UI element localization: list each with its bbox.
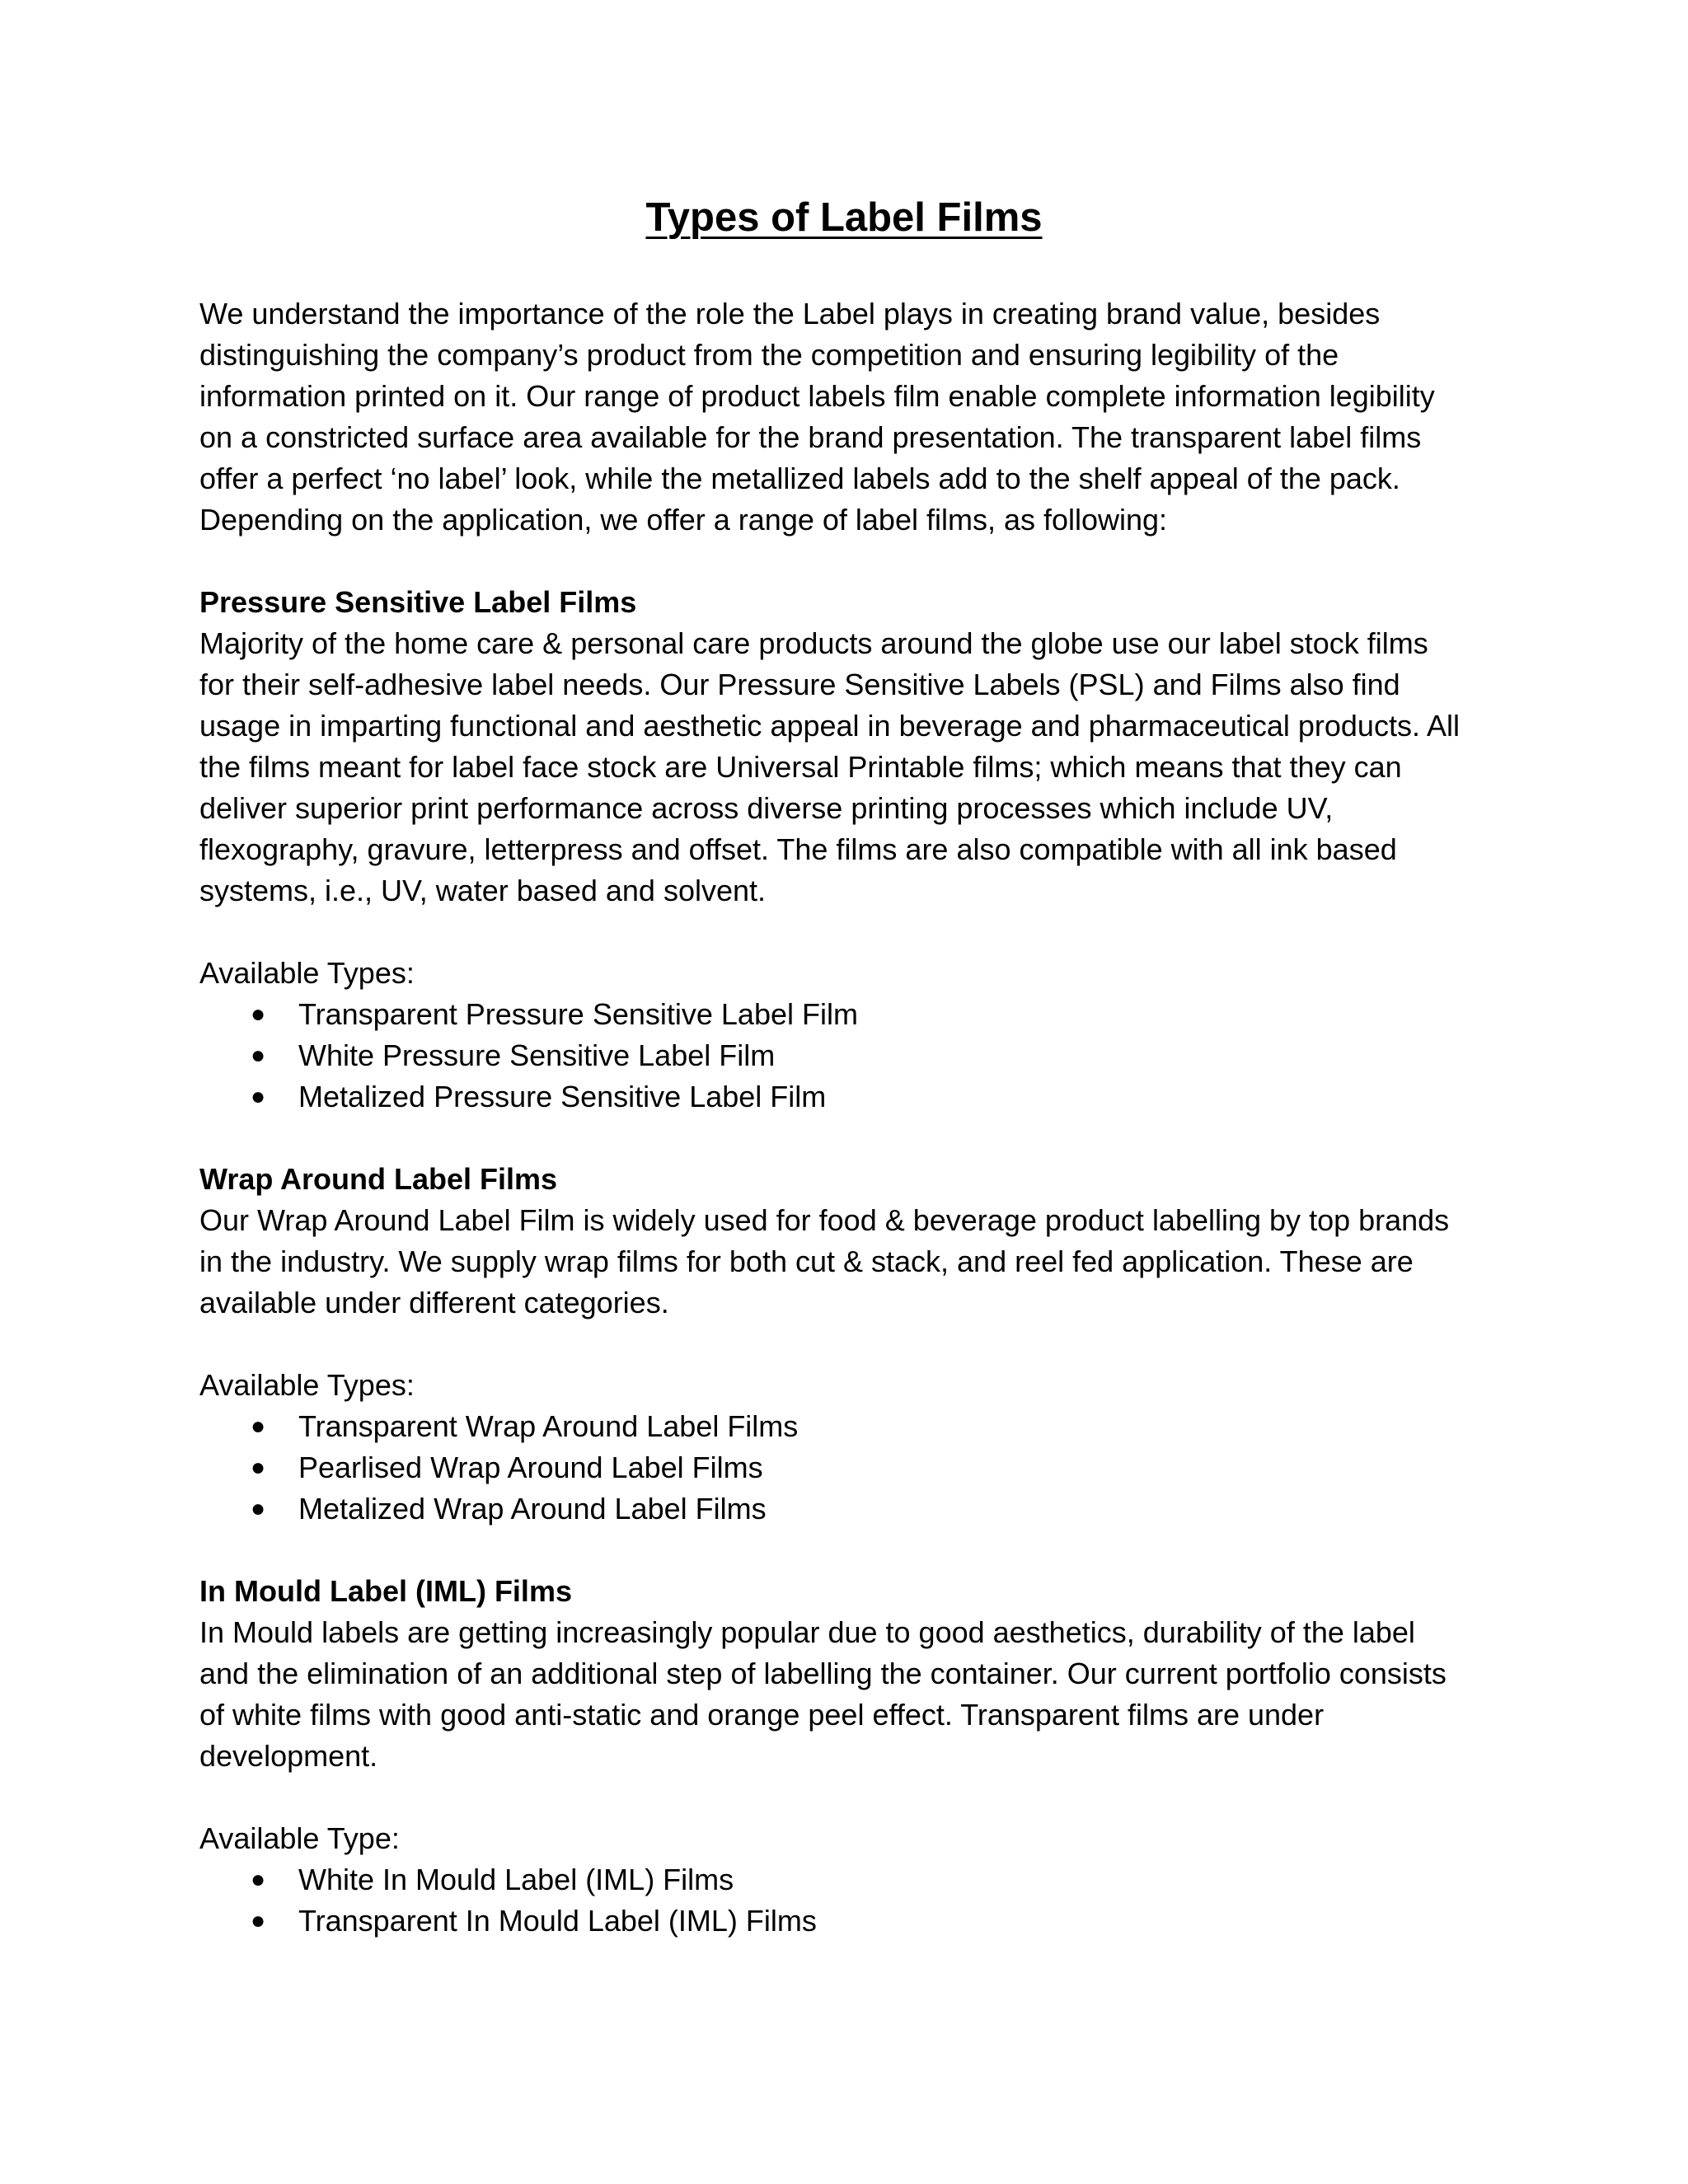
bullet-icon: ● <box>251 1413 266 1440</box>
section-wrap-around <box>199 1159 1502 1530</box>
bullet-icon: ● <box>251 1495 266 1522</box>
section-heading: Pressure Sensitive Label Films <box>199 585 637 619</box>
list-item <box>199 1488 1502 1530</box>
spacer <box>199 1777 1502 1818</box>
spacer <box>199 1118 1502 1159</box>
bullet-icon: ● <box>251 1001 266 1028</box>
bullet-icon: ● <box>251 1866 266 1893</box>
list-item <box>199 1076 1502 1118</box>
bullet-icon: ● <box>251 1454 266 1481</box>
section-in-mould <box>199 1571 1502 1942</box>
section-pressure-sensitive <box>199 582 1502 1118</box>
available-types-label: Available Type: <box>199 1821 400 1855</box>
spacer <box>199 1530 1502 1571</box>
list-item <box>199 1900 1502 1942</box>
section-paragraph: In Mould labels are getting increasingly popular due to good aesthetics, durability of the label and the elimination of an additional step of labelling the container. Our current portfolio consists of white films with good anti-static and orange peel effect. Transparent films are under development. <box>199 1615 1447 1773</box>
list-item-text: Metalized Wrap Around Label Films <box>298 1492 767 1526</box>
available-types-label: Available Types: <box>199 1368 415 1402</box>
list-item-text: White In Mould Label (IML) Films <box>298 1863 734 1896</box>
types-list <box>199 1859 1502 1942</box>
document-body <box>199 293 1502 1942</box>
list-item <box>199 994 1502 1035</box>
page-title: Types of Label Films <box>645 195 1043 240</box>
available-types-label: Available Types: <box>199 956 415 990</box>
bullet-icon: ● <box>251 1042 266 1069</box>
list-item-text: Pearlised Wrap Around Label Films <box>298 1451 763 1484</box>
types-list <box>199 1406 1502 1530</box>
types-list <box>199 994 1502 1118</box>
list-item-text: White Pressure Sensitive Label Film <box>298 1038 776 1072</box>
list-item <box>199 1035 1502 1076</box>
list-item-text: Transparent Pressure Sensitive Label Film <box>298 997 858 1031</box>
list-item-text: Transparent Wrap Around Label Films <box>298 1409 799 1443</box>
list-item <box>199 1406 1502 1447</box>
bullet-icon: ● <box>251 1083 266 1110</box>
section-heading: In Mould Label (IML) Films <box>199 1574 572 1608</box>
list-item-text: Transparent In Mould Label (IML) Films <box>298 1904 817 1938</box>
section-paragraph: Majority of the home care & personal care products around the globe use our label stock films for their self-adhesive label needs. Our Pressure Sensitive Labels (PSL) and Films also find usage in imparting functional and aesthetic appeal in beverage and pharmaceutical products. All the films meant for label face stock are Universal Printable films; which means that they can deliver superior print performance across diverse printing processes which include UV, flexography, gravure, letterpress and offset. The films are also compatible with all ink based systems, i.e., UV, water based and solvent. <box>199 626 1460 907</box>
spacer <box>199 1324 1502 1365</box>
list-item <box>199 1859 1502 1900</box>
section-heading: Wrap Around Label Films <box>199 1162 558 1196</box>
spacer <box>199 541 1502 582</box>
section-paragraph: Our Wrap Around Label Film is widely used for food & beverage product labelling by top brands in the industry. We supply wrap films for both cut & stack, and reel fed application. These are available under different categories. <box>199 1203 1450 1319</box>
spacer <box>199 912 1502 953</box>
bullet-icon: ● <box>251 1907 266 1934</box>
list-item <box>199 1447 1502 1488</box>
list-item-text: Metalized Pressure Sensitive Label Film <box>298 1080 827 1113</box>
intro-paragraph: We understand the importance of the role the Label plays in creating brand value, besides distinguishing the company’s product from the competition and ensuring legibility of the information printed on it. Our range of product labels film enable complete information legibility on a constricted surface area available for the brand presentation. The transparent label films offer a perfect ‘no label’ look, while the metallized labels add to the shelf appeal of the pack. Depending on the application, we offer a range of label films, as following: <box>199 297 1435 537</box>
